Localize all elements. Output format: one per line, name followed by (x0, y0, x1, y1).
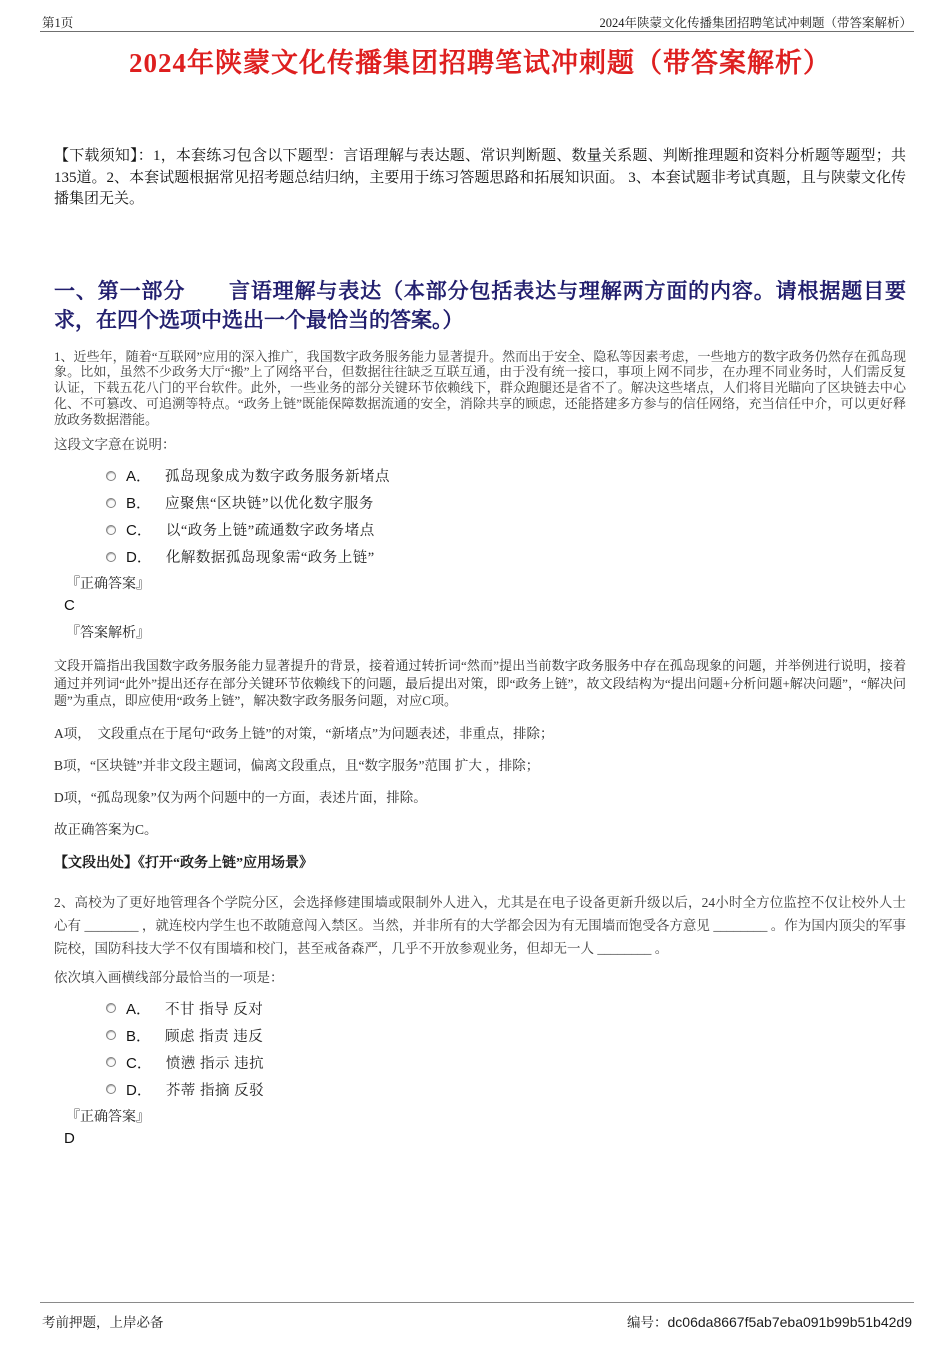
option-row-d[interactable] (106, 548, 906, 565)
radio-button-icon[interactable] (106, 498, 116, 508)
correct-answer-value: D (64, 1129, 75, 1147)
page-number: 第1页 (42, 16, 74, 30)
correct-answer-value: C (64, 597, 75, 615)
option-text: 化解数据孤岛现象需“政务上链” (165, 550, 375, 567)
question-1 (54, 349, 906, 873)
footer-divider (40, 1302, 914, 1303)
header-divider (40, 31, 914, 32)
option-letter: A． (126, 1000, 152, 1018)
option-letter: B． (126, 495, 152, 513)
option-letter: C． (126, 522, 152, 540)
option-text: 孤岛现象成为数字政务服务新堵点 (165, 469, 391, 486)
radio-button-icon[interactable] (106, 1057, 116, 1067)
analysis-paragraph: 文段开篇指出我国数字政务服务能力显著提升的背景，接着通过转折词“然而”提出当前数字政务服务中存在孤岛现象的问题，并举例进行说明，接着通过并列词“此外”提出还存在部分关键环节依赖线下的问题，最后提出对策，即“政务上链”，故文段结构为“提出问题+分析问题+解决问题”，“解决问题”为重点，即应使用“政务上链”，解决数字政务服务问题，对应C项。 (54, 658, 906, 709)
radio-button-icon[interactable] (106, 525, 116, 535)
radio-button-icon[interactable] (106, 1084, 116, 1094)
option-letter: A． (126, 468, 152, 486)
option-text: 愤懑 指示 违抗 (165, 1055, 265, 1072)
footer-slogan: 考前押题，上岸必备 (42, 1315, 164, 1330)
header-doc-title: 2024年陕蒙文化传播集团招聘笔试冲刺题（带答案解析） (599, 16, 912, 30)
option-row-a[interactable] (106, 1000, 906, 1017)
analysis-item-a: A项， 文段重点在于尾句“政务上链”的对策，“新堵点”为问题表述，非重点，排除； (54, 725, 554, 741)
options-list (54, 467, 906, 565)
radio-button-icon[interactable] (106, 1030, 116, 1040)
option-letter: B． (126, 1027, 152, 1045)
option-row-c[interactable] (106, 521, 906, 538)
option-row-b[interactable] (106, 1027, 906, 1044)
option-text: 芥蒂 指摘 反驳 (165, 1082, 265, 1099)
options-list (54, 1000, 906, 1098)
footer-serial (627, 1311, 912, 1331)
option-row-c[interactable] (106, 1054, 906, 1071)
analysis-heading: 『答案解析』 (66, 626, 150, 642)
option-row-d[interactable] (106, 1081, 906, 1098)
analysis-item-b: B项，“区块链”并非文段主题词，偏离文段重点，且“数字服务”范围 扩大 ，排除； (54, 757, 540, 773)
radio-button-icon[interactable] (106, 1003, 116, 1013)
analysis-conclusion: 故正确答案为C。 (54, 821, 158, 837)
question-prompt: 这段文字意在说明： (54, 437, 176, 453)
main-title: 2024年陕蒙文化传播集团招聘笔试冲刺题（带答案解析） (129, 48, 831, 78)
radio-button-icon[interactable] (106, 552, 116, 562)
page-content (54, 44, 906, 1149)
option-text: 不甘 指导 反对 (165, 1001, 264, 1018)
option-row-a[interactable] (106, 467, 906, 484)
option-letter: D． (126, 549, 152, 567)
serial-label: 编号： (627, 1315, 668, 1330)
option-letter: D． (126, 1081, 152, 1099)
option-text: 以“政务上链”疏通数字政务堵点 (165, 523, 375, 540)
question-stem: 1、近些年，随着“互联网”应用的深入推广，我国数字政务服务能力显著提升。然而出于安全、隐私等因素考虑，一些地方的数字政务仍然存在孤岛现象。比如，虽然不少政务大厅“搬”上了网络平台，但数据往往缺乏互联互通，由于没有统一接口，事项上网不同步，在办理不同业务时，人们需反复认证，下载五花八门的平台软件。此外，一些业务的部分关键环节依赖线下，群众跑腿还是省不了。解决这些堵点，人们将目光瞄向了区块链去中心化、不可篡改、可追溯等特点。“政务上链”既能保障数据流通的安全，消除共享的顾虑，还能搭建多方参与的信任网络，充当信任中介，可以更好释放政务数据潜能。 (54, 348, 906, 427)
question-stem: 2、高校为了更好地管理各个学院分区，会选择修建围墙或限制外人进入，尤其是在电子设备更新升级以后，24小时全方位监控不仅让校外人士心有 ________ ，就连校内学生也不敢随意闯入禁区。当然，并非所有的大学都会因为有无围墙而饱受各方意见 ________ 。作为国内顶尖的军事院校，国防科技大学不仅有围墙和校门，甚至戒备森严，几乎不开放参观业务，但却无一人 ________ 。 (54, 894, 906, 956)
analysis-item-d: D项，“孤岛现象”仅为两个问题中的一方面，表述片面，排除。 (54, 789, 427, 805)
section-heading: 一、第一部分 言语理解与表达（本部分包括表达与理解两方面的内容。请根据题目要求，在四个选项中选出一个最恰当的答案。） (54, 278, 906, 332)
correct-answer-heading: 『正确答案』 (66, 577, 150, 593)
question-prompt: 依次填入画横线部分最恰当的一项是： (54, 969, 284, 985)
option-text: 应聚焦“区块链”以优化数字服务 (165, 496, 374, 513)
option-text: 顾虑 指责 违反 (165, 1028, 264, 1045)
passage-source: 【文段出处】《打开“政务上链”应用场景》 (54, 855, 313, 871)
option-letter: C． (126, 1054, 152, 1072)
radio-button-icon[interactable] (106, 471, 116, 481)
correct-answer-heading: 『正确答案』 (66, 1109, 150, 1125)
page-header (42, 13, 912, 31)
download-notice: 【下载须知】：1，本套练习包含以下题型：言语理解与表达题、常识判断题、数量关系题、判断推理题和资料分析题等题型；共135道。2、本套试题根据常见招考题总结归纳，主要用于练习答题思路和拓展知识面。 3、本套试题非考试真题，且与陕蒙文化传播集团无关。 (54, 148, 906, 207)
option-row-b[interactable] (106, 494, 906, 511)
question-2 (54, 891, 906, 1149)
serial-value: dc06da8667f5ab7eba091b99b51b42d9 (667, 1314, 912, 1330)
page-footer (42, 1311, 912, 1331)
